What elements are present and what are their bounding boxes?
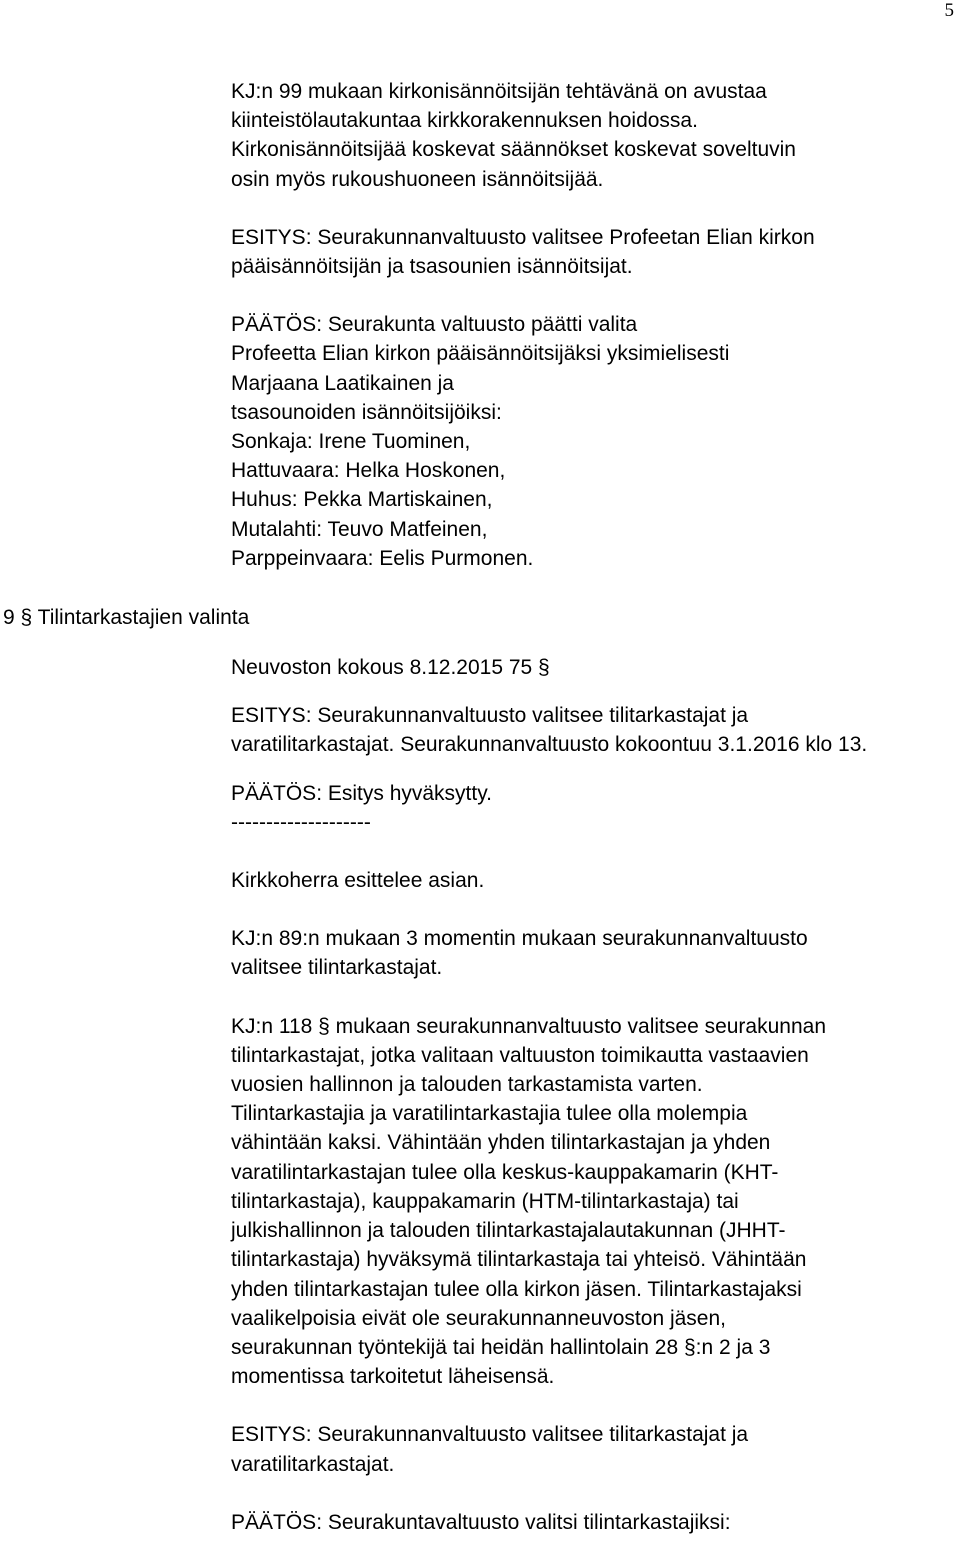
section-heading: 9 § Tilintarkastajien valinta [3, 606, 250, 629]
paragraph-paatos-isannoitsijat: PÄÄTÖS: Seurakunta valtuusto päätti valita Profeetta Elian kirkon pääisännöitsijäksi yksimielisesti Marjaana Laatikainen ja tsasounoiden isännöitsijöiksi: Sonkaja: Irene Tuominen, Hattuvaara: Helka Hoskonen, Huhus: Pekka Martiskainen, Mutalahti: Teuvo Matfeinen, Parppeinvaara: Eelis Purmonen. [231, 313, 730, 570]
paragraph-esitys-isannoitsijat: ESITYS: Seurakunnanvaltuusto valitsee Profeetan Elian kirkon pääisännöitsijän ja tsasounien isännöitsijat. [231, 225, 815, 279]
document-body [231, 77, 956, 1537]
paragraph-kirkkoherra-esittelee: Kirkkoherra esittelee asian. [231, 869, 485, 893]
paragraph-paatos-hyvaksytty: PÄÄTÖS: Esitys hyväksytty. -------------------- [231, 781, 493, 834]
page-number: 5 [944, 0, 954, 21]
paragraph-kj-118: KJ:n 118 § mukaan seurakunnanvaltuusto valitsee seurakunnan tilintarkastajat, jotka valitaan valtuuston toimikautta vastaavien vuosien hallinnon ja talouden tarkastamista varten. Tilintarkastajia ja varatilintarkastajia tulee olla molempia vähintään kaksi. Vähintään yhden tilintarkastajan ja yhden varatilintarkastajan tulee olla keskus-kauppakamarin (KHT- tilintarkastaja), kauppakamarin (HTM-tilintarkastaja) tai julkishallinnon ja talouden tilintarkastajalautakunnan (JHHT- tilintarkastaja) hyväksymä tilintarkastaja tai yhteisö. Vähintään yhden tilintarkastajan tulee olla kirkon jäsen. Tilintarkastajaksi vaalikelpoisia eivät ole seurakunnanneuvoston jäsen, seurakunnan työntekijä tai heidän hallintolain 28 §:n 2 ja 3 momentissa tarkoitetut läheisensä. [231, 1014, 827, 1389]
paragraph-esitys-final: ESITYS: Seurakunnanvaltuusto valitsee tilitarkastajat ja varatilitarkastajat. [231, 1423, 749, 1476]
paragraph-paatos-final: PÄÄTÖS: Seurakuntavaltuusto valitsi tilintarkastajiksi: [231, 1510, 731, 1534]
paragraph-kj-89: KJ:n 89:n mukaan 3 momentin mukaan seurakunnanvaltuusto valitsee tilintarkastajat. [231, 927, 808, 980]
paragraph-kirkonisannoitsija-duties: KJ:n 99 mukaan kirkonisännöitsijän tehtävänä on avustaa kiinteistölautakuntaa kirkkorakennuksen hoidossa. Kirkonisännöitsijää koskevat säännökset koskevat soveltuvin osin myös rukoushuoneen isännöitsijää. [231, 80, 796, 191]
paragraph-neuvoston-kokous: Neuvoston kokous 8.12.2015 75 § [231, 656, 550, 680]
paragraph-esitys-tilitarkastajat: ESITYS: Seurakunnanvaltuusto valitsee tilitarkastajat ja varatilitarkastajat. Seurakunnanvaltuusto kokoontuu 3.1.2016 klo 13. [231, 704, 868, 757]
